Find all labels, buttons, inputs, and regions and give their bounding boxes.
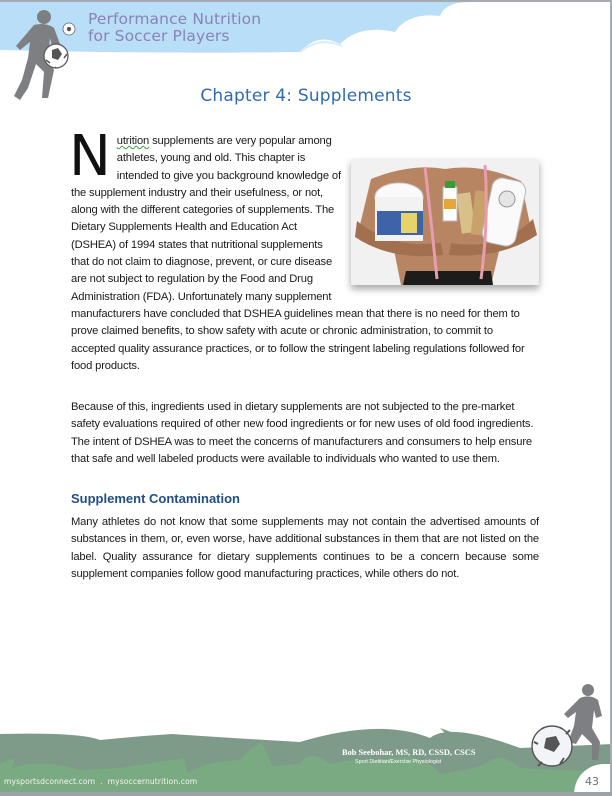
supplements-photo <box>351 159 539 285</box>
athlete-holding-supplements-image <box>351 159 539 285</box>
spellcheck-flagged-word: utrition <box>116 135 150 147</box>
author-role: Sport Dietitian/Exercise Physiologist <box>355 759 442 765</box>
contamination-paragraph: Many athletes do not know that some supplements may not contain the advertised amounts of substances in them, or, even worse, have additional substances in them that are not listed on the label. Quality assurance for dietary supplements continues to be a concern because some supplement companies follow good manufacturing practices, while others do not. <box>71 516 539 580</box>
book-title-line-1: Performance Nutrition <box>88 10 262 28</box>
intro-text: supplements are very popular among athletes, young and old. This chapter is intended to give you background knowledge of the supplement industry and their usefulness, or not, along with the different categories of supplements. The Dietary Supplements Health and Education Act (DSHEA) of 1994 states that nutritional supplements that do not claim to diagnose, prevent, or cure disease are not subject to regulation by the Food and Drug Administration (FDA). Unfortunately many supplement manufacturers have concluded that DSHEA guidelines mean that there is no need for them to prove claimed benefits, to show safety with acute or chronic administration, to commit to accepted quality assurance practices, or to follow the stringent labeling regulations followed for food products. <box>71 135 525 372</box>
footer-urls: mysportsdconnect.com . mysoccernutrition.com <box>4 777 198 786</box>
book-title <box>88 11 261 45</box>
section-heading: Supplement Contamination <box>71 491 240 506</box>
soccer-player-kicking-icon <box>528 682 610 768</box>
page-number: 43 <box>585 775 599 788</box>
drop-cap: N <box>69 124 111 189</box>
author-name: Bob Seebohar, MS, RD, CSSD, CSCS <box>342 748 476 757</box>
soccer-ball-icon <box>62 22 76 36</box>
footer-grass-banner <box>0 678 610 792</box>
intro-paragraph <box>69 124 539 375</box>
dshea-paragraph: Because of this, ingredients used in dietary supplements are not subjected to the pre-market safety evaluations required of other new food ingredients or for new uses of old food ingredients. The intent of DSHEA was to meet the concerns of manufacturers and consumers to help ensure that safe and well labeled products were available to individuals who wanted to use them. <box>71 401 534 465</box>
chapter-title: Chapter 4: Supplements <box>200 86 412 106</box>
page-bottom-border <box>0 792 612 796</box>
book-title-line-2: for Soccer Players <box>88 27 230 45</box>
